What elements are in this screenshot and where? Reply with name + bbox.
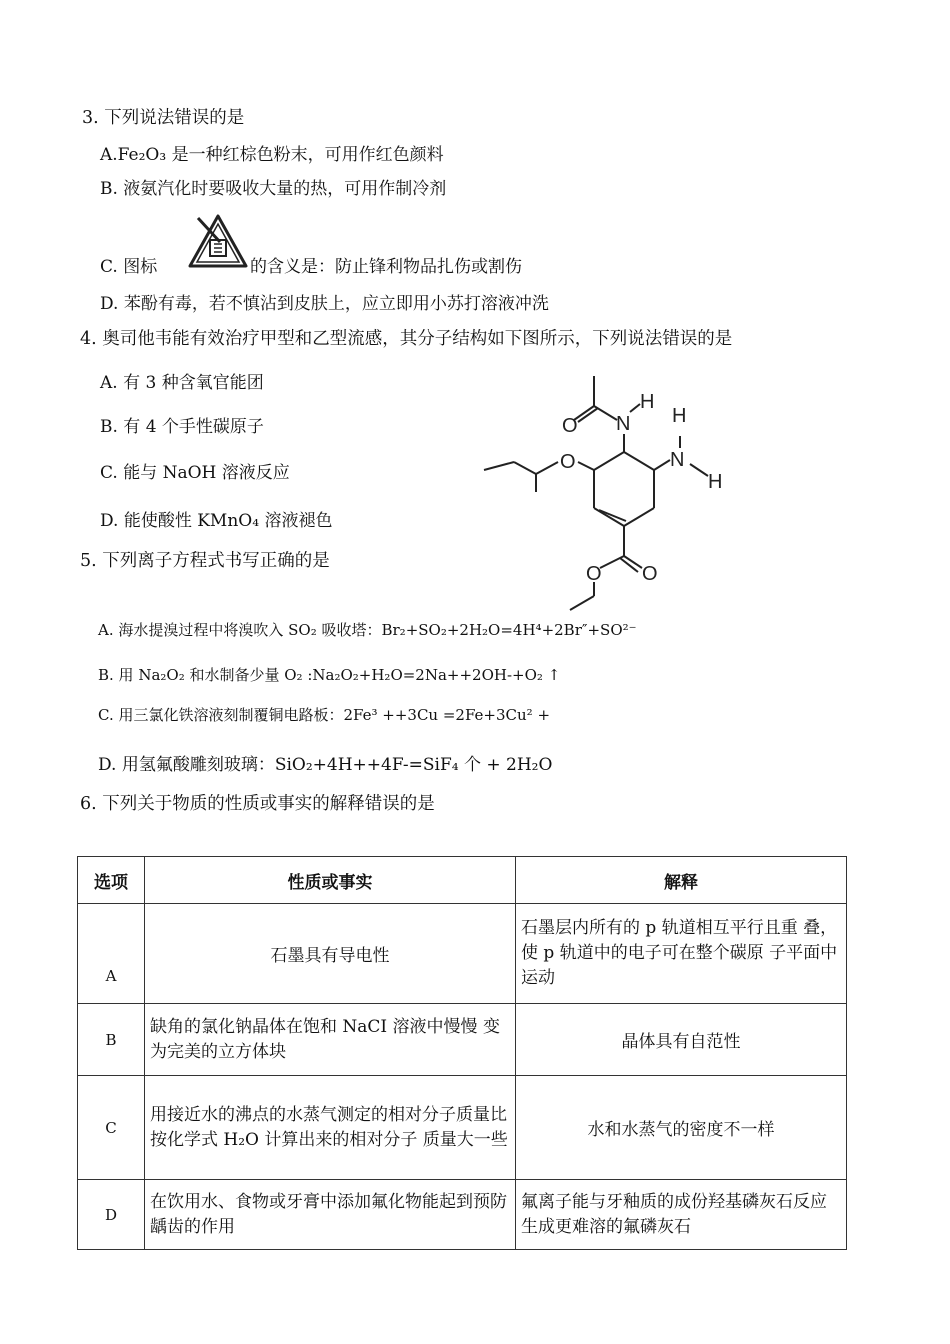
sharp-object-warning-icon (186, 212, 250, 272)
q6-table (77, 856, 847, 1250)
q6-stem: 6. 下列关于物质的性质或事实的解释错误的是 (80, 794, 435, 814)
q3-option-a: A.Fe₂O₃ 是一种红棕色粉末，可用作红色颜料 (100, 145, 444, 165)
atom-h1: H (640, 391, 655, 413)
table-row (78, 1004, 847, 1076)
q4-stem: 4. 奥司他韦能有效治疗甲型和乙型流感，其分子结构如下图所示，下列说法错误的是 (80, 329, 733, 349)
atom-h2: H (672, 405, 687, 427)
table-row (78, 904, 847, 1004)
q3-option-c-prefix: C. 图标 (100, 257, 158, 277)
row-a-option: A (78, 904, 145, 1004)
atom-n2: N (670, 449, 685, 471)
row-b-fact: 缺角的氯化钠晶体在饱和 NaCI 溶液中慢慢 变为完美的立方体块 (145, 1004, 516, 1076)
row-b-option: B (78, 1004, 145, 1076)
q4-option-c: C. 能与 NaOH 溶液反应 (100, 463, 290, 483)
table-row (78, 1180, 847, 1250)
atom-h3: H (708, 471, 723, 493)
q3-option-c-suffix: 的含义是：防止锋利物品扎伤或割伤 (250, 257, 522, 277)
q5-option-c: C. 用三氯化铁溶液刻制覆铜电路板：2Fe³ ++3Cu =2Fe+3Cu² + (98, 706, 551, 724)
q4-option-a: A. 有 3 种含氧官能团 (100, 373, 264, 393)
table-header-row (78, 857, 847, 904)
q3-stem: 3. 下列说法错误的是 (82, 108, 245, 128)
row-a-fact: 石墨具有导电性 (145, 904, 516, 1004)
row-c-explanation: 水和水蒸气的密度不一样 (516, 1076, 847, 1180)
row-c-fact: 用接近水的沸点的水蒸气测定的相对分子质量比按化学式 H₂O 计算出来的相对分子 质量大一些 (145, 1076, 516, 1180)
q4-option-d: D. 能使酸性 KMnO₄ 溶液褪色 (100, 511, 333, 531)
row-c-option: C (78, 1076, 145, 1180)
row-d-explanation: 氟离子能与牙釉质的成份羟基磷灰石反应生成更难溶的氟磷灰石 (516, 1180, 847, 1250)
oseltamivir-structure (470, 360, 760, 620)
atom-o4: O (586, 563, 602, 585)
atom-n1: N (616, 413, 631, 435)
atom-o2: O (560, 451, 576, 473)
table-row (78, 1076, 847, 1180)
row-b-explanation: 晶体具有自范性 (516, 1004, 847, 1076)
header-explanation: 解释 (516, 857, 847, 904)
atom-o1: O (562, 415, 578, 437)
q5-option-a: A. 海水提溴过程中将溴吹入 SO₂ 吸收塔：Br₂+SO₂+2H₂O=4H⁴+2Br″+SO²⁻ (98, 621, 637, 639)
q5-option-b: B. 用 Na₂O₂ 和水制备少量 O₂ :Na₂O₂+H₂O=2Na++2OH-+O₂ ↑ (98, 666, 561, 684)
header-option: 选项 (78, 857, 145, 904)
row-d-fact: 在饮用水、食物或牙膏中添加氟化物能起到预防龋齿的作用 (145, 1180, 516, 1250)
header-fact: 性质或事实 (145, 857, 516, 904)
q3-option-b: B. 液氨汽化时要吸收大量的热，可用作制冷剂 (100, 179, 447, 199)
q4-option-b: B. 有 4 个手性碳原子 (100, 417, 264, 437)
q5-stem: 5. 下列离子方程式书写正确的是 (80, 551, 330, 571)
row-d-option: D (78, 1180, 145, 1250)
row-a-explanation: 石墨层内所有的 p 轨道相互平行且重 叠，使 p 轨道中的电子可在整个碳原 子平面中运动 (516, 904, 847, 1004)
q3-option-d: D. 苯酚有毒，若不慎沾到皮肤上，应立即用小苏打溶液冲洗 (100, 294, 549, 314)
q5-option-d: D. 用氢氟酸雕刻玻璃：SiO₂+4H++4F-=SiF₄ 个 + 2H₂O (98, 755, 553, 775)
atom-o3: O (642, 563, 658, 585)
